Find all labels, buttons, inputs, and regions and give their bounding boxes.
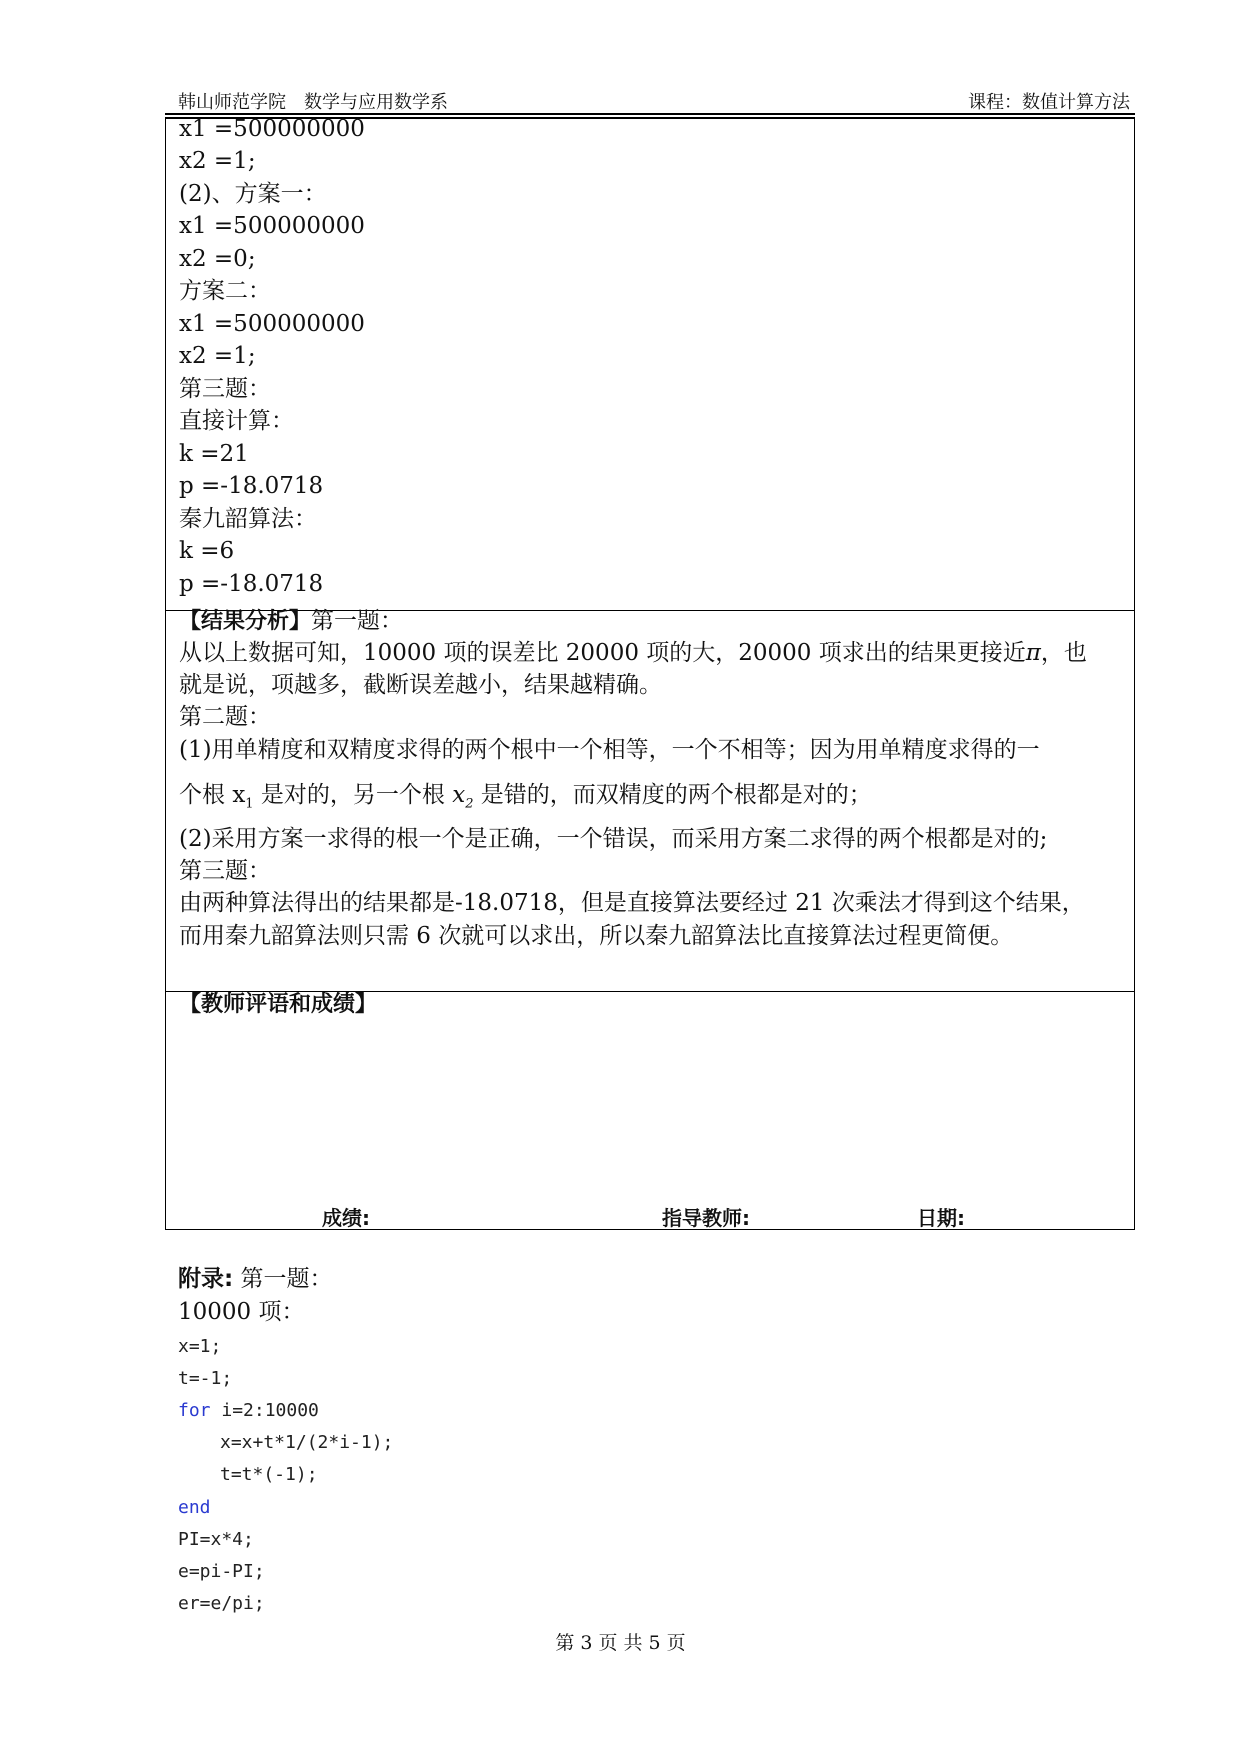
- appendix-subtitle: 第一题：: [240, 1266, 333, 1292]
- result-line: p =-18.0718: [179, 473, 324, 499]
- code-line: t=-1;: [178, 1368, 233, 1389]
- analysis-q1-line2: 就是说，项越多，截断误差越小，结果越精确。: [179, 672, 662, 698]
- comments-heading-text: 【教师评语和成绩】: [179, 992, 378, 1017]
- comments-cell: [166, 991, 1134, 1229]
- header-department: 韩山师范学院 数学与应用数学系: [178, 92, 448, 113]
- appendix-title: 附录:: [178, 1266, 234, 1292]
- analysis-heading-line: [179, 605, 403, 638]
- result-line: 秦九韶算法：: [179, 506, 317, 532]
- result-line: x2 =1;: [179, 148, 256, 174]
- analysis-q3-line2: 而用秦九韶算法则只需 6 次就可以求出，所以秦九韶算法比直接算法过程更简便。: [179, 923, 1014, 949]
- code-line: [178, 1400, 319, 1421]
- code-line: er=e/pi;: [178, 1593, 265, 1614]
- var-x1: [232, 782, 254, 812]
- analysis-q1-line1: [179, 637, 1087, 669]
- analysis-q3-title: 第三题：: [179, 858, 271, 884]
- analysis-q2-line2: [179, 779, 872, 821]
- subscript: 1: [245, 796, 254, 812]
- result-line: x1 =500000000: [179, 116, 365, 142]
- var-x: x: [452, 782, 466, 808]
- analysis-heading: 【结果分析】: [179, 609, 312, 634]
- code-line: x=1;: [178, 1336, 222, 1357]
- code-line: PI=x*4;: [178, 1529, 254, 1550]
- appendix-item: 10000 项：: [178, 1299, 305, 1325]
- pi-symbol: π: [1025, 640, 1041, 666]
- result-line: 方案二：: [179, 278, 271, 304]
- var-x: x: [232, 782, 246, 808]
- code-line: x=x+t*1/(2*i-1);: [220, 1432, 394, 1453]
- page-header: [178, 88, 1130, 112]
- code-keyword: for: [178, 1400, 211, 1421]
- header-course: 课程：数值计算方法: [968, 92, 1130, 113]
- result-line: 第三题：: [179, 376, 271, 402]
- analysis-q2-title: 第二题：: [179, 704, 271, 730]
- analysis-q2-line3: (2)采用方案一求得的根一个是正确，一个错误，而采用方案二求得的两个根都是对的;: [179, 826, 1048, 852]
- code-line: t=t*(-1);: [220, 1464, 318, 1485]
- code-line: e=pi-PI;: [178, 1561, 265, 1582]
- result-line: k =6: [179, 538, 235, 564]
- subscript: 2: [465, 796, 474, 812]
- analysis-text: 从以上数据可知，10000 项的误差比 20000 项的大，20000 项求出的结果更接近: [179, 640, 1026, 666]
- results-cell: [166, 116, 1134, 610]
- analysis-text: ，也: [1040, 640, 1087, 666]
- result-line: x1 =500000000: [179, 213, 365, 239]
- appendix-title-line: [178, 1263, 333, 1295]
- analysis-cell: [166, 610, 1134, 991]
- result-line: (2)、方案一：: [179, 181, 327, 207]
- analysis-q2-line1: (1)用单精度和双精度求得的两个根中一个相等，一个不相等；因为用单精度求得的一: [179, 737, 1040, 763]
- result-line: x2 =1;: [179, 343, 256, 369]
- analysis-text: 个根: [179, 782, 225, 808]
- result-line: 直接计算：: [179, 408, 294, 434]
- date-label: 日期:: [917, 1206, 965, 1230]
- result-line: x2 =0;: [179, 246, 256, 272]
- code-text: i=2:10000: [210, 1400, 319, 1421]
- analysis-q1-title: 第一题：: [311, 608, 404, 634]
- result-line: x1 =500000000: [179, 311, 365, 337]
- var-x2: [452, 782, 474, 812]
- code-line: [178, 1497, 211, 1518]
- result-line: k =21: [179, 441, 249, 467]
- code-keyword: end: [178, 1497, 211, 1518]
- analysis-q3-line1: 由两种算法得出的结果都是-18.0718，但是直接算法要经过 21 次乘法才得到这个结果，: [179, 890, 1085, 916]
- report-table: [165, 118, 1135, 1230]
- comments-heading: [179, 988, 377, 1021]
- analysis-text: 是对的，另一个根: [260, 782, 445, 808]
- analysis-text: 是错的，而双精度的两个根都是对的；: [480, 782, 872, 808]
- page-footer: 第 3 页 共 5 页: [555, 1632, 686, 1654]
- teacher-label: 指导教师:: [662, 1206, 750, 1230]
- result-line: p =-18.0718: [179, 571, 324, 597]
- grade-label: 成绩:: [322, 1206, 370, 1230]
